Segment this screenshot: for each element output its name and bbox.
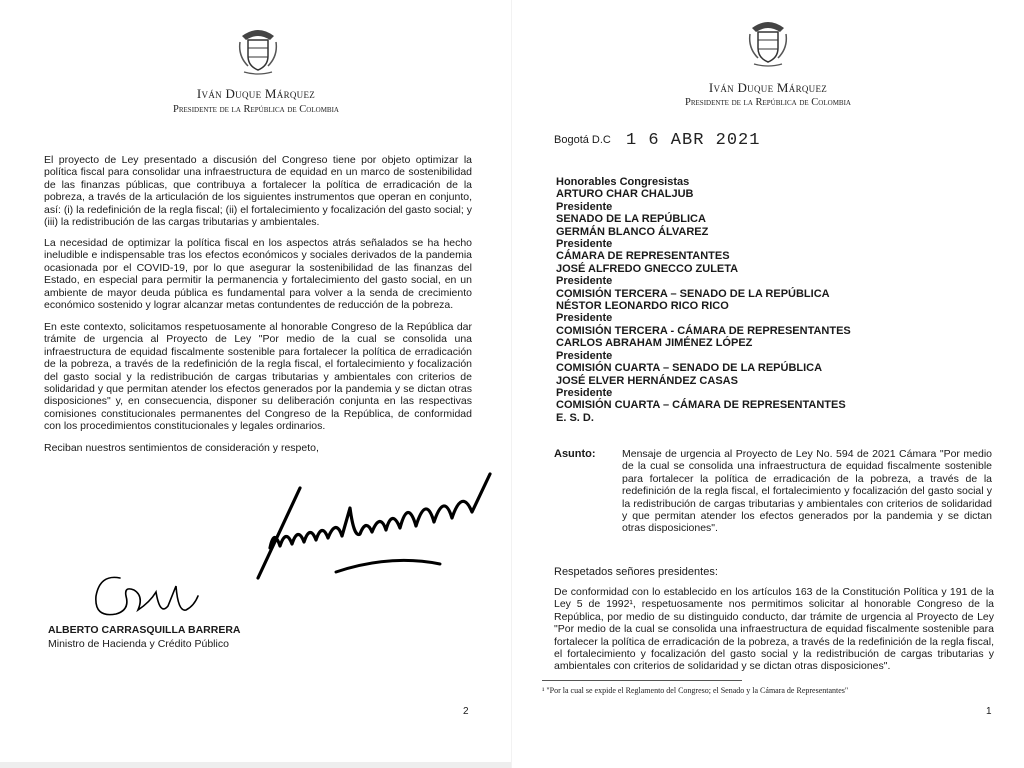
recipient-line: COMISIÓN CUARTA – CÁMARA DE REPRESENTANTES xyxy=(556,399,846,412)
recipient-line: SENADO DE LA REPÚBLICA xyxy=(556,213,706,226)
date-stamp: 1 6 ABR 2021 xyxy=(626,131,761,150)
paragraph-2: La necesidad de optimizar la política fiscal en los aspectos atrás señalados se ha hecho ineludible e indispensable tras los efectos económicos y sociales derivados de la pandemia ocasionada por el COVID-19, por lo que asegurar la sostenibilidad de las finanzas del Estado, en especial para permitir la permanencia y fortalecimiento del gasto social, en un ambiente de mayor deuda pública es fundamental para volver a la senda de crecimiento económico sostenido y lograr alcanzar metas contundentes de reducción de la pobreza. xyxy=(44,237,472,312)
letterhead-name: Iván Duque Márquez xyxy=(196,86,316,101)
recipient-line: GERMÁN BLANCO ÁLVAREZ xyxy=(556,225,709,238)
paragraph-3: En este contexto, solicitamos respetuosamente al honorable Congreso de la República dar trámite de urgencia al Proyecto de Ley "Por medio de la cual se consolida una infraestructura de equidad fiscalmente sostenible para fortalecer la política de erradicación de la pobreza, a través de la redefinición de la regla fiscal, el fortalecimiento y focalización del gasto social y la redistribución de cargas tributarias y ambientales con criterios de solidaridad y que permitan atender los efectos generados por la pandemia y se dictan otras disposiciones" y, en consecuencia, disponer su deliberación conjunta en las respectivas comisiones constitucionales permanentes del Congreso de la República, de conformidad con los procedimientos constitucionales y legales ordinarios. xyxy=(44,321,472,433)
recipient-line: NÉSTOR LEONARDO RICO RICO xyxy=(556,300,729,313)
paragraph-1: El proyecto de Ley presentado a discusión del Congreso tiene por objeto optimizar la política fiscal para consolidar una infraestructura de equidad en un marco de sostenibilidad de las finanzas públicas, que contribuya a fortalecer la política de erradicación de la pobreza, a través de la articulación de los siguientes instrumentos que operan en conjunto, así: (i) la redefinición de la regla fiscal; (ii) el fortalecimiento y focalización del gasto social; y (iii) la redistribución de las cargas tributarias y ambientales. xyxy=(44,154,472,229)
letterhead-title: Presidente de la República de Colombia xyxy=(173,104,339,115)
recipient-line: CÁMARA DE REPRESENTANTES xyxy=(556,250,730,263)
recipient-line: Presidente xyxy=(556,200,613,213)
subject-label: Asunto: xyxy=(554,448,596,460)
coat-of-arms-icon xyxy=(236,26,280,76)
salutation: Respetados señores presidentes: xyxy=(554,566,718,578)
recipient-line: JOSÉ ELVER HERNÁNDEZ CASAS xyxy=(556,374,738,387)
recipient-line: Honorables Congresistas xyxy=(556,176,690,188)
footnote: ¹ "Por la cual se expide el Reglamento del Congreso; el Senado y la Cámara de Representantes" xyxy=(542,686,849,695)
recipient-line: CARLOS ABRAHAM JIMÉNEZ LÓPEZ xyxy=(556,337,753,350)
coat-of-arms-icon xyxy=(746,18,790,68)
recipient-line: Presidente xyxy=(556,312,613,325)
recipient-line: JOSÉ ALFREDO GNECCO ZULETA xyxy=(556,262,739,275)
minister-signature xyxy=(90,566,210,628)
recipient-line: COMISIÓN TERCERA - CÁMARA DE REPRESENTANTES xyxy=(556,324,851,337)
presidential-signature xyxy=(240,468,500,588)
recipient-list xyxy=(556,176,851,424)
recipient-line: COMISIÓN CUARTA – SENADO DE LA REPÚBLICA xyxy=(556,362,823,375)
recipient-line: E. S. D. xyxy=(556,411,594,424)
body-paragraph: De conformidad con lo establecido en los artículos 163 de la Constitución Política y 191 de la Ley 5 de 1992¹, respetuosamente nos permitimos solicitar al honorable Congreso de la República, por medio de su distinguido conducto, dar trámite de urgencia al Proyecto de Ley "Por medio de la cual se consolida una infraestructura de equidad fiscalmente sostenible para fortalecer la política de erradicación de la pobreza, a través de la redefinición de la regla fiscal, el fortalecimiento y focalización del gasto social y la redistribución de cargas tributarias y ambientales con criterios de solidaridad y se dictan otras disposiciones". xyxy=(554,586,994,673)
recipient-line: Presidente xyxy=(556,386,613,399)
subject-text: Mensaje de urgencia al Proyecto de Ley No. 594 de 2021 Cámara "Por medio de la cual se consolida una infraestructura de equidad fiscalmente sostenible para fortalecer la política de erradicación de la pobreza, a través de la redefinición de la regla fiscal, el fortalecimiento y focalización del gasto social y la redistribución de cargas tributarias y ambientales con criterios de solidaridad y que permitan atender los efectos generados por la pandemia y se dictan otras disposiciones". xyxy=(622,448,992,535)
footnote-rule xyxy=(542,680,742,681)
letterhead-title: Presidente de la República de Colombia xyxy=(685,97,851,108)
page-number: 2 xyxy=(463,706,469,717)
recipient-line: Presidente xyxy=(556,238,613,251)
place-line: Bogotá D.C xyxy=(554,134,611,146)
document-page-1 xyxy=(512,0,1024,768)
signer-name: ALBERTO CARRASQUILLA BARRERA xyxy=(48,624,241,636)
letterhead-name: Iván Duque Márquez xyxy=(708,80,828,95)
recipient-line: COMISIÓN TERCERA – SENADO DE LA REPÚBLICA xyxy=(556,287,830,300)
closing-line: Reciban nuestros sentimientos de consideración y respeto, xyxy=(44,442,319,454)
recipient-line: Presidente xyxy=(556,275,613,288)
signer-role: Ministro de Hacienda y Crédito Público xyxy=(48,638,229,650)
recipient-line: ARTURO CHAR CHALJUB xyxy=(556,188,694,201)
page-number: 1 xyxy=(986,706,992,717)
scan-edge xyxy=(0,762,512,768)
recipient-line: Presidente xyxy=(556,349,613,362)
